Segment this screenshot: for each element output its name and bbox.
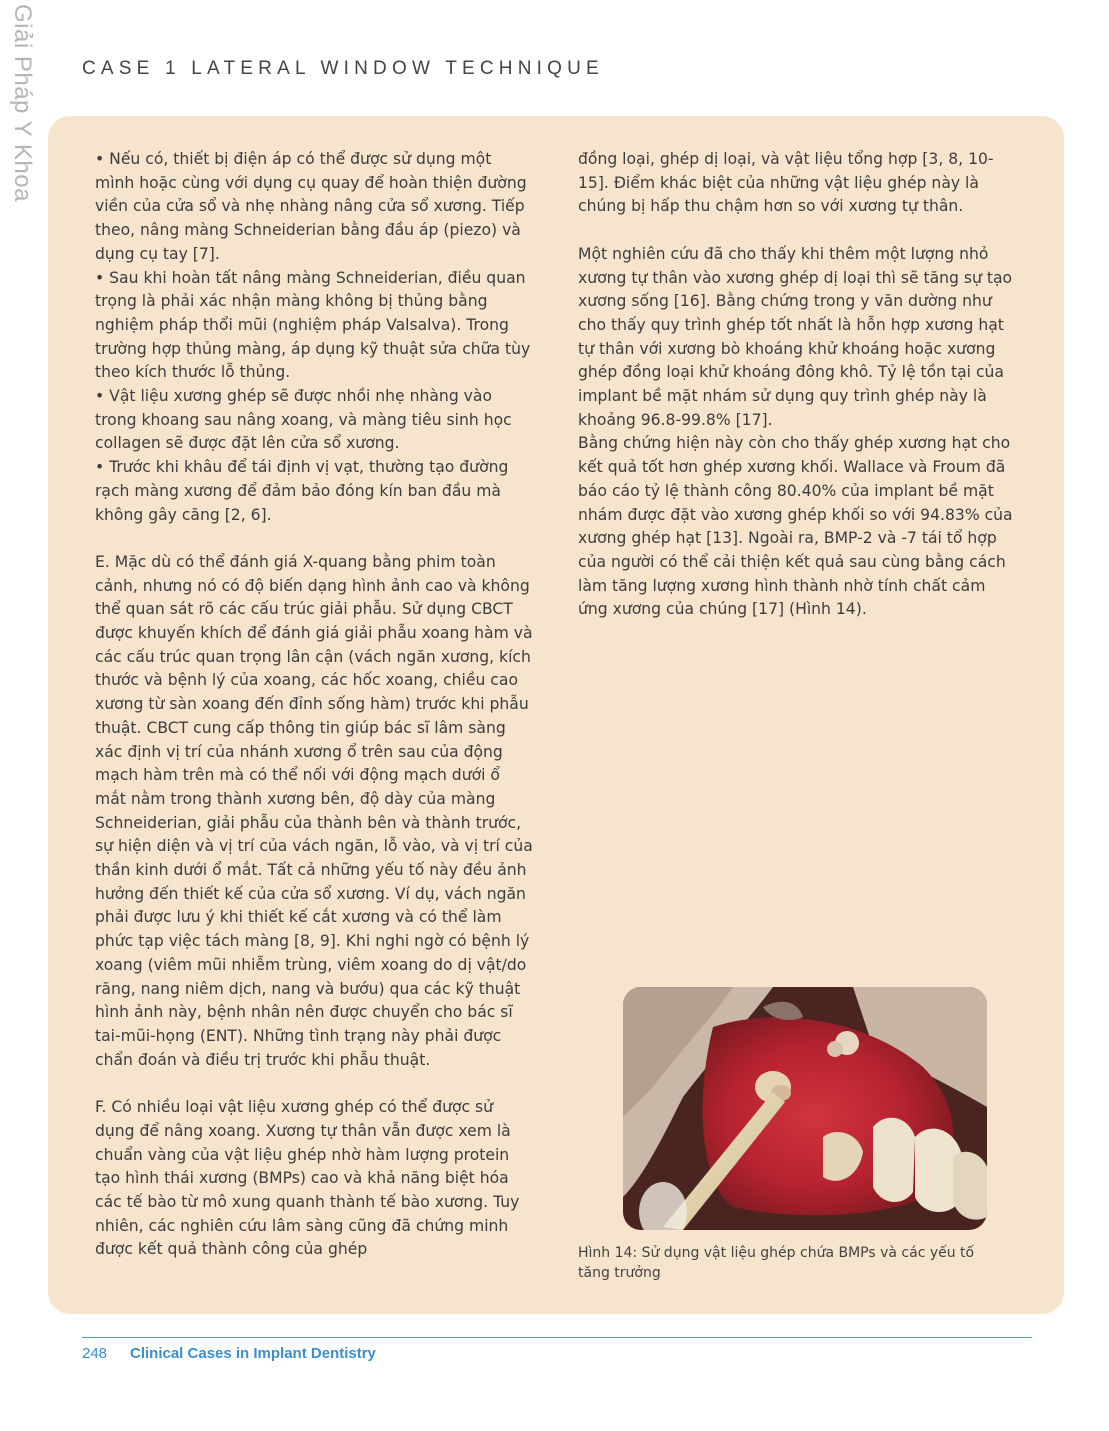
section-f-paragraph: F. Có nhiều loại vật liệu xương ghép có thể được sử dụng để nâng xoang. Xương tự thân vẫn được xem là chuẩn vàng của vật liệu ghép nhờ hàm lượng protein tạo hình thái xương (BMPs) cao và khả năng biệt hóa các tế bào từ mô xung quanh thành tế bào xương. Tuy nhiên, các nghiên cứu lâm sàng cũng đã chứng minh được kết quả thành công của ghép [95, 1098, 520, 1259]
body-paragraph: Một nghiên cứu đã cho thấy khi thêm một lượng nhỏ xương tự thân vào xương ghép dị loại thì sẽ tăng sự tạo xương sống [16]. Bằng chứng trong y văn dường như cho thấy quy trình ghép tốt nhất là hỗn hợp xương hạt tự thân với xương bò khoáng khử khoáng hoặc xương ghép đồng loại khử khoáng đông khô. Tỷ lệ tồn tại của implant bề mặt nhám sử dụng quy trình ghép này là khoảng 96.8-99.8% [17]. [578, 244, 1013, 429]
body-paragraph: đồng loại, ghép dị loại, và vật liệu tổng hợp [3, 8, 10-15]. Điểm khác biệt của những vật liệu ghép này là chúng bị hấp thu chậm hơn so với xương tự thân. [578, 150, 994, 216]
bullet-paragraph: • Sau khi hoàn tất nâng màng Schneiderian, điều quan trọng là phải xác nhận màng không bị thủng bằng nghiệm pháp thổi mũi (nghiệm pháp Valsalva). Trong trường hợp thủng màng, áp dụng kỹ thuật sửa chữa tùy theo kích thước lỗ thủng. [95, 268, 531, 382]
right-column [578, 148, 1013, 622]
watermark: Giải Pháp Y Khoa [9, 4, 36, 202]
figure-caption: Hình 14: Sử dụng vật liệu ghép chứa BMPs và các yếu tố tăng trưởng [578, 1245, 975, 1281]
left-column [95, 148, 533, 1262]
book-title: Clinical Cases in Implant Dentistry [130, 1345, 376, 1362]
body-paragraph: Bằng chứng hiện này còn cho thấy ghép xương hạt cho kết quả tốt hơn ghép xương khối. Wallace và Froum đã báo cáo tỷ lệ thành công 80.40% của implant bề mặt nhám được đặt vào xương ghép khối so với 94.83% của xương ghép hạt [13]. Ngoài ra, BMP-2 và -7 tái tổ hợp của người có thể cải thiện kết quả sau cùng bằng cách làm tăng lượng xương hình thành nhờ tính chất cảm ứng xương của chúng [17] (Hình 14). [578, 434, 1013, 619]
section-e-paragraph: E. Mặc dù có thể đánh giá X-quang bằng phim toàn cảnh, nhưng nó có độ biến dạng hình ảnh cao và không thể quan sát rõ các cấu trúc giải phẫu. Sử dụng CBCT được khuyến khích để đánh giá giải phẫu xoang hàm và các cấu trúc quan trọng lân cận (vách ngăn xương, kích thước và bệnh lý của xoang, các hốc xoang, chiều cao xương từ sàn xoang đến đỉnh sống hàm) trước khi phẫu thuật. CBCT cung cấp thông tin giúp bác sĩ lâm sàng xác định vị trí của nhánh xương ổ trên sau của động mạch hàm trên mà có thể nối với động mạch dưới ổ mắt nằm trong thành xương bên, độ dày của màng Schneiderian, giải phẫu của thành bên và thành trước, sự hiện diện và vị trí của vách ngăn, lỗ vào, và vị trí của thần kinh dưới ổ mắt. Tất cả những yếu tố này đều ảnh hưởng đến thiết kế của cửa sổ xương. Ví dụ, vách ngăn phải được lưu ý khi thiết kế cắt xương và có thể làm phức tạp việc tách màng [8, 9]. Khi nghi ngờ có bệnh lý xoang (viêm mũi nhiễm trùng, viêm xoang do dị vật/do răng, nang niêm dịch, nang và bướu) qua các kỹ thuật hình ảnh này, bệnh nhân nên được chuyển cho bác sĩ tai-mũi-họng (ENT). Những tình trạng này phải được chẩn đoán và điều trị trước khi phẫu thuật. [95, 552, 533, 1069]
bullet-paragraph: • Trước khi khâu để tái định vị vạt, thường tạo đường rạch màng xương để đảm bảo đóng kín ban đầu mà không gây căng [2, 6]. [95, 458, 509, 524]
page-number: 248 [82, 1345, 108, 1362]
running-head: CASE 1 LATERAL WINDOW TECHNIQUE [82, 58, 604, 79]
clinical-photo [623, 987, 987, 1230]
bullet-paragraph: • Nếu có, thiết bị điện áp có thể được sử dụng một mình hoặc cùng với dụng cụ quay để hoàn thiện đường viền của cửa sổ và nhẹ nhàng nâng cửa sổ xương. Tiếp theo, nâng màng Schneiderian bằng đầu áp (piezo) và dụng cụ tay [7]. [95, 150, 527, 263]
clinical-photo-graphic [623, 987, 987, 1230]
bullet-paragraph: • Vật liệu xương ghép sẽ được nhồi nhẹ nhàng vào trong khoang sau nâng xoang, và màng tiêu sinh học collagen sẽ được đặt lên cửa sổ xương. [95, 387, 512, 453]
footer-rule [82, 1337, 1032, 1338]
